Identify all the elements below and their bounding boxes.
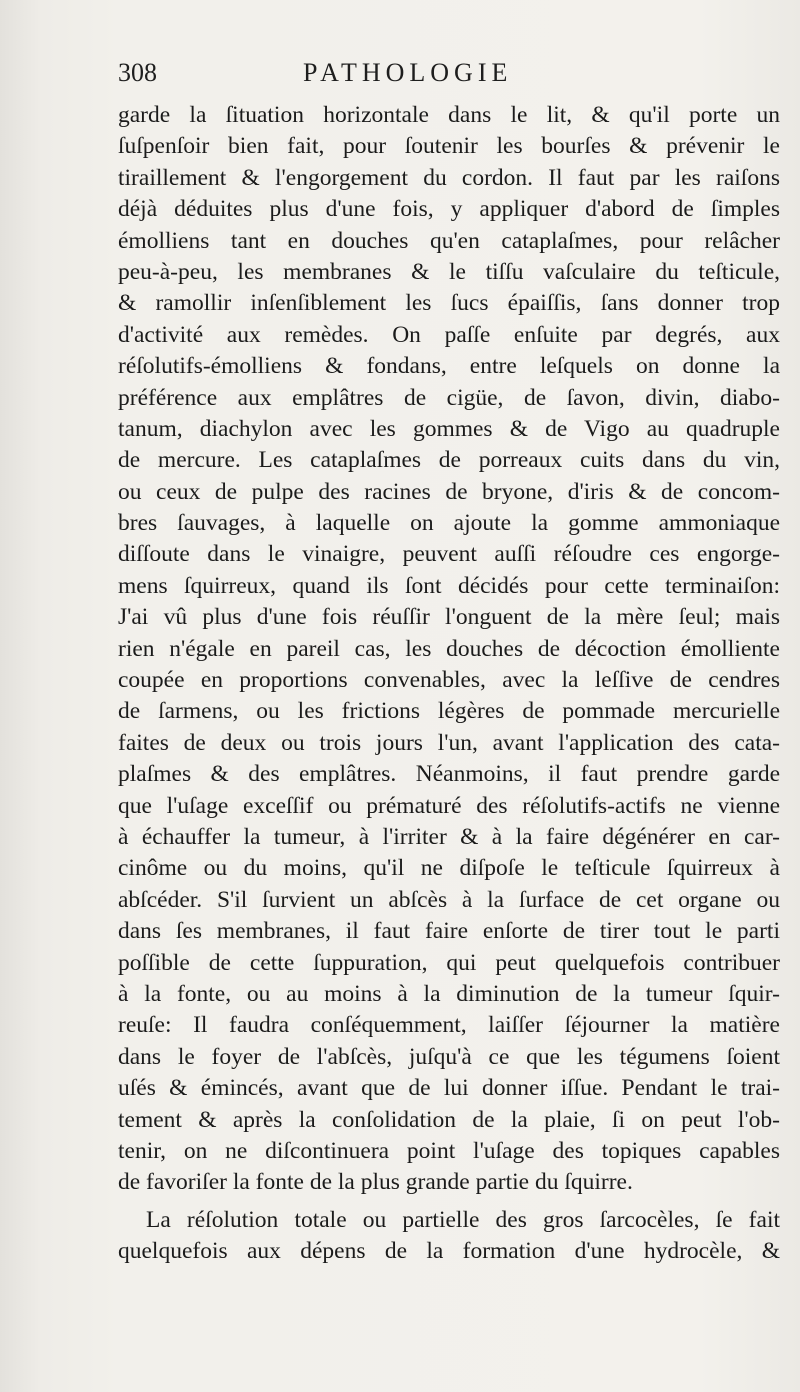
text-line: à la fonte, ou au moins à la diminution de la tumeur ſquir- [118, 980, 780, 1007]
text-line: bres ſauvages, à laquelle on ajoute la gomme ammoniaque [118, 510, 780, 537]
text-line: J'ai vû plus d'une fois réuſſir l'onguent de la mère ſeul; mais [118, 604, 780, 631]
text-line: émolliens tant en douches qu'en cataplaſmes, pour relâcher [118, 227, 780, 254]
text-line: tiraillement & l'engorgement du cordon. Il faut par les raiſons [118, 164, 780, 191]
text-line: tenir, on ne diſcontinuera point l'uſage des topiques capables [118, 1137, 780, 1164]
page-header [118, 58, 778, 98]
text-line: coupée en proportions convenables, avec la leſſive de cendres [118, 667, 780, 694]
text-line: abſcéder. S'il ſurvient un abſcès à la ſurface de cet organe ou [118, 886, 780, 913]
text-line: diſſoute dans le vinaigre, peuvent auſſi réſoudre ces engorge- [118, 541, 780, 568]
text-line: rien n'égale en pareil cas, les douches de décoction émolliente [118, 635, 780, 662]
text-line: La réſolution totale ou partielle des gros ſarcocèles, ſe fait [146, 1206, 780, 1233]
text-line: plaſmes & des emplâtres. Néanmoins, il faut prendre garde [118, 761, 780, 788]
text-line: tanum, diachylon avec les gommes & de Vigo au quadruple [118, 415, 780, 442]
text-line: de ſarmens, ou les frictions légères de pommade mercurielle [118, 698, 780, 725]
text-line: que l'uſage exceſſif ou prématuré des réſolutifs-actifs ne vienne [118, 792, 780, 819]
paragraph [118, 1205, 780, 1268]
page-number: 308 [118, 58, 157, 87]
text-line: cinôme ou du moins, qu'il ne diſpoſe le teſticule ſquirreux à [118, 855, 780, 882]
text-line: peu-à-peu, les membranes & le tiſſu vaſculaire du teſticule, [118, 258, 780, 285]
paragraph [118, 100, 780, 1199]
text-line: poſſible de cette ſuppuration, qui peut quelquefois contribuer [118, 949, 780, 976]
text-line: quelquefois aux dépens de la formation d'une hydrocèle, & [118, 1238, 780, 1265]
text-line: de favoriſer la fonte de la plus grande partie du ſquirre. [118, 1169, 633, 1196]
text-line: à échauffer la tumeur, à l'irriter & à la faire dégénérer en car- [118, 823, 780, 850]
text-line: tement & après la conſolidation de la plaie, ſi on peut l'ob- [118, 1106, 780, 1133]
body-text [118, 100, 780, 1267]
text-line: déjà déduites plus d'une fois, y appliquer d'abord de ſimples [118, 196, 780, 223]
text-line: mens ſquirreux, quand ils ſont décidés pour cette terminaiſon: [118, 572, 780, 599]
text-line: d'activité aux remèdes. On paſſe enſuite par degrés, aux [118, 321, 780, 348]
running-title: PATHOLOGIE [303, 58, 513, 87]
text-line: réſolutifs-émolliens & fondans, entre leſquels on donne la [118, 353, 780, 380]
text-line: garde la ſituation horizontale dans le lit, & qu'il porte un [118, 102, 780, 128]
text-line: uſés & émincés, avant que de lui donner iſſue. Pendant le trai- [118, 1075, 780, 1102]
text-line: ou ceux de pulpe des racines de bryone, d'iris & de concom- [118, 478, 780, 505]
text-line: & ramollir inſenſiblement les ſucs épaiſſis, ſans donner trop [118, 290, 780, 317]
text-line: dans ſes membranes, il faut faire enſorte de tirer tout le parti [118, 918, 780, 945]
text-line: reuſe: Il faudra conſéquemment, laiſſer ſéjourner la matière [118, 1012, 780, 1039]
text-line: de mercure. Les cataplaſmes de porreaux cuits dans du vin, [118, 447, 780, 474]
text-line: dans le foyer de l'abſcès, juſqu'à ce que les tégumens ſoient [118, 1043, 780, 1070]
text-line: ſuſpenſoir bien fait, pour ſoutenir les bourſes & prévenir le [118, 133, 780, 160]
text-line: faites de deux ou trois jours l'un, avant l'application des cata- [118, 729, 780, 756]
text-line: préférence aux emplâtres de cigüe, de ſavon, divin, diabo- [118, 384, 780, 411]
